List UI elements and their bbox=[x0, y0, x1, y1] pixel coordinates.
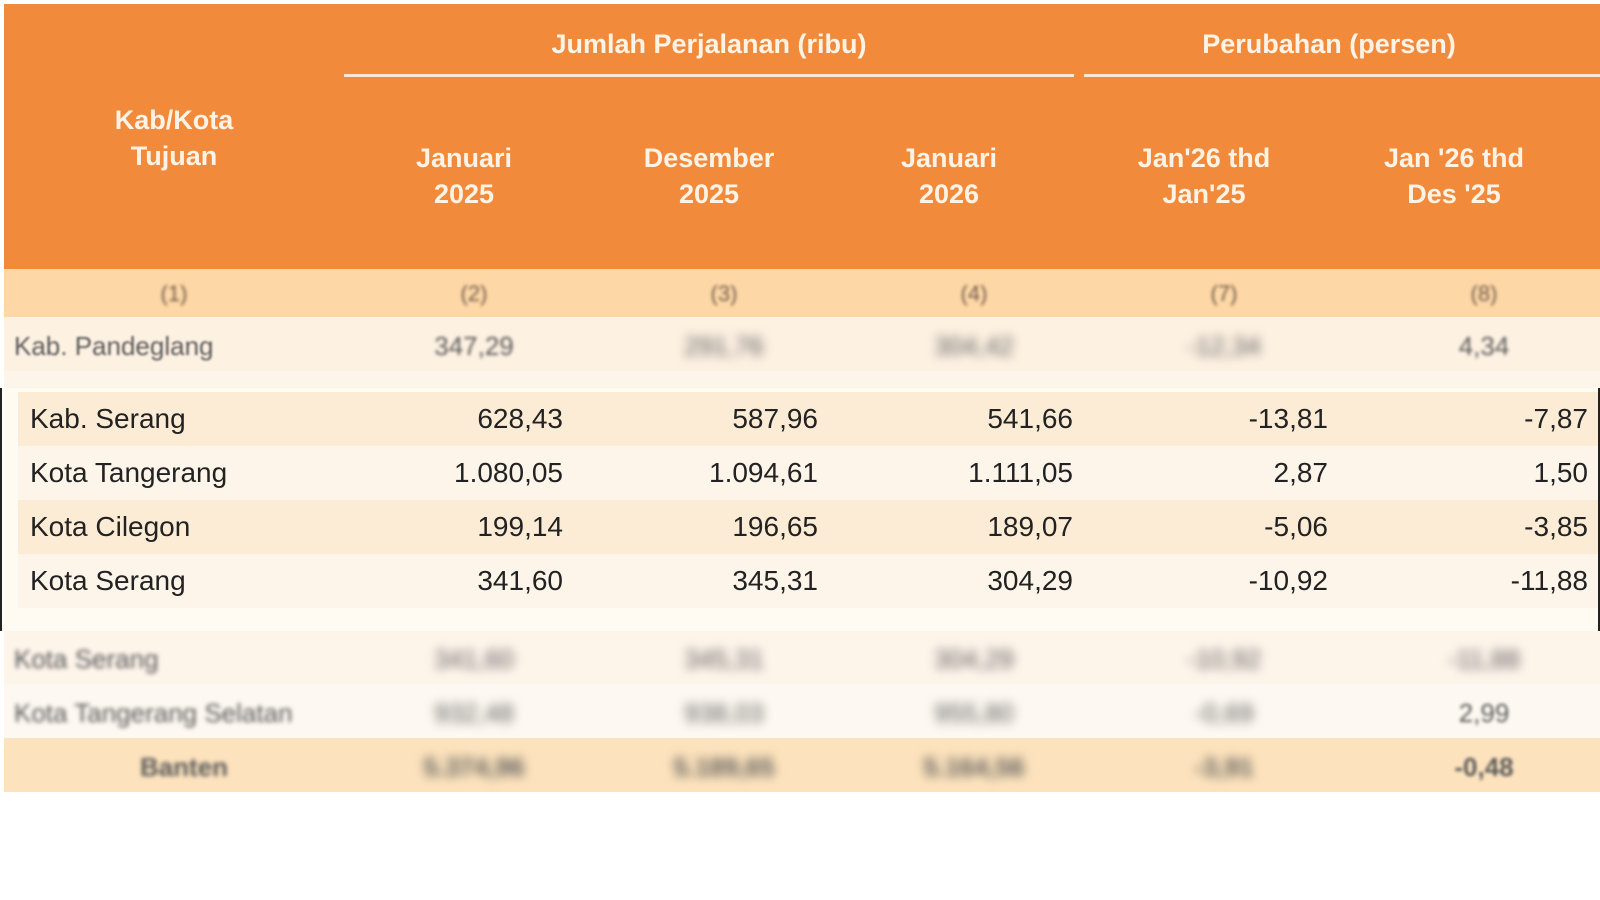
cell-jan2026: 541,66 bbox=[987, 403, 1073, 434]
header-yoy: Jan'26 thd Jan'25 bbox=[1137, 143, 1271, 209]
header-jan2026: Januari 2026 bbox=[900, 143, 998, 209]
table-row bbox=[18, 392, 1598, 446]
column-number: (1) bbox=[160, 281, 188, 306]
cell-dec2025: 1.094,61 bbox=[709, 457, 818, 488]
cell-dec2025: 345,31 bbox=[732, 565, 818, 596]
cell-jan2026: 304,29 bbox=[987, 565, 1073, 596]
header-group-change: Perubahan (persen) bbox=[1202, 29, 1456, 59]
cell-yoy: -13,81 bbox=[1248, 403, 1328, 434]
table-row bbox=[18, 500, 1598, 554]
cell-jan2026: 1.111,05 bbox=[968, 457, 1073, 488]
header-divider-change bbox=[1084, 74, 1600, 77]
cell-yoy: 2,87 bbox=[1273, 457, 1328, 488]
column-number: (2) bbox=[460, 281, 488, 306]
table-header bbox=[4, 4, 1600, 269]
header-region: Kab/Kota Tujuan bbox=[114, 105, 234, 171]
cell-mom: 1,50 bbox=[1533, 457, 1588, 488]
cell-jan2025: 341,60 bbox=[477, 565, 563, 596]
blurred-row-top: Kab. Pandeglang 347,29 291,76 304,42 -12,34 4,34 bbox=[4, 317, 1600, 371]
cell-jan2025: 199,14 bbox=[477, 511, 563, 542]
row-label: Kota Serang bbox=[30, 565, 186, 596]
cell-dec2025: 196,65 bbox=[732, 511, 818, 542]
header-dec2025: Desember 2025 bbox=[643, 143, 775, 209]
cell-jan2026: 189,07 bbox=[987, 511, 1073, 542]
column-number-row bbox=[4, 269, 1600, 317]
column-number: (3) bbox=[710, 281, 738, 306]
row-label: Kota Tangerang bbox=[30, 457, 228, 488]
cell-mom: -11,88 bbox=[1510, 565, 1588, 596]
cell-mom: -3,85 bbox=[1524, 511, 1588, 542]
header-group-trips: Jumlah Perjalanan (ribu) bbox=[551, 29, 867, 59]
blurred-row-bottom-1: Kota Serang 341,60 345,31 304,29 -10,92 -11,88 bbox=[4, 630, 1600, 684]
blurred-total-row: Banten 5.374,96 5.189,65 5.164,56 -3,91 -0,48 bbox=[4, 738, 1600, 792]
column-number: (8) bbox=[1470, 281, 1498, 306]
table-row bbox=[18, 446, 1598, 500]
cell-mom: -7,87 bbox=[1524, 403, 1588, 434]
cell-yoy: -5,06 bbox=[1264, 511, 1328, 542]
cell-dec2025: 587,96 bbox=[732, 403, 818, 434]
cell-yoy: -10,92 bbox=[1248, 565, 1328, 596]
column-number: (7) bbox=[1210, 281, 1238, 306]
header-mom: Jan '26 thd Des '25 bbox=[1384, 143, 1524, 209]
row-label: Kab. Serang bbox=[30, 403, 186, 434]
table-row bbox=[18, 554, 1598, 608]
highlighted-table-section bbox=[0, 388, 1600, 631]
column-number: (4) bbox=[960, 281, 988, 306]
cell-jan2025: 1.080,05 bbox=[454, 457, 563, 488]
header-jan2025: Januari 2025 bbox=[415, 143, 513, 209]
blurred-row-sliver bbox=[4, 371, 1600, 388]
row-label: Kota Cilegon bbox=[30, 511, 191, 542]
header-divider-trips bbox=[344, 74, 1074, 77]
blurred-row-bottom-2: Kota Tangerang Selatan 932,48 938,03 955,80 -0,69 2,99 bbox=[4, 684, 1600, 738]
cell-jan2025: 628,43 bbox=[477, 403, 563, 434]
